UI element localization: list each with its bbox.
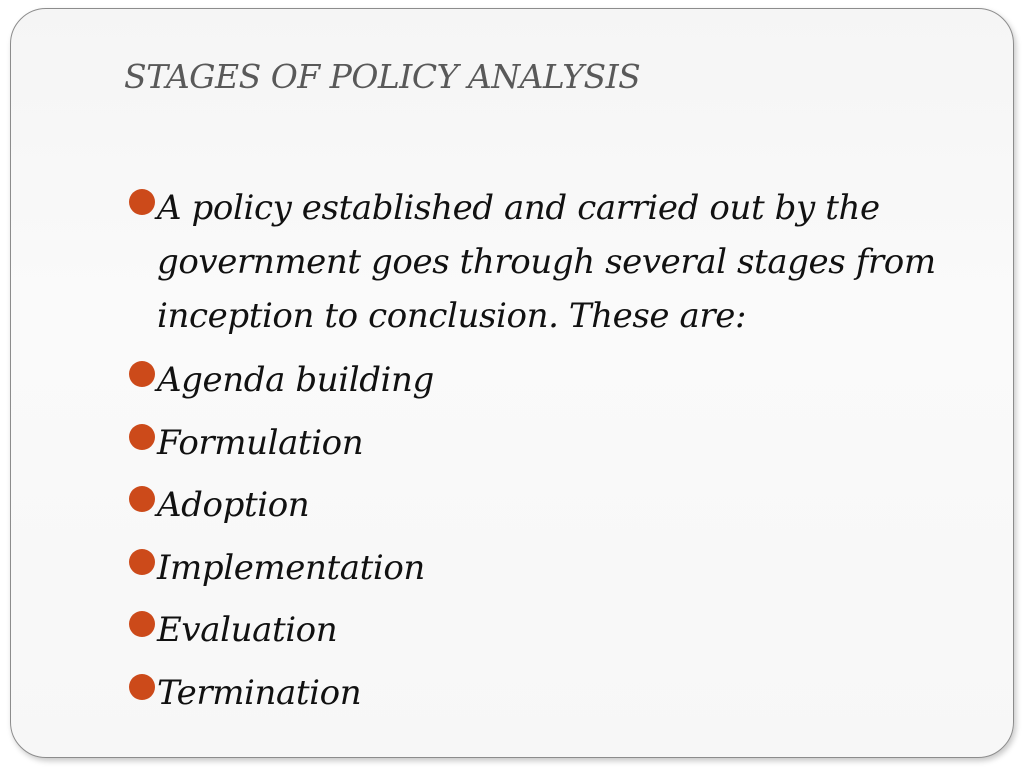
slide-frame xyxy=(10,8,1014,758)
stage-label: Implementation xyxy=(157,547,425,588)
bullet-list xyxy=(129,181,949,728)
list-item xyxy=(129,666,949,729)
stage-label: Evaluation xyxy=(157,610,338,650)
stage-label: Adoption xyxy=(157,485,310,525)
bullet-dot-icon xyxy=(129,674,155,700)
intro-text: A policy established and carried out by the government goes through several stages from inception to conclusion. These are: xyxy=(157,188,936,336)
bullet-dot-icon xyxy=(129,189,155,215)
bullet-dot-icon xyxy=(129,611,155,637)
bullet-dot-icon xyxy=(129,361,155,387)
slide-title: STAGES OF POLICY ANALYSIS xyxy=(124,57,641,96)
list-item xyxy=(129,353,949,416)
stage-label: Agenda building xyxy=(157,360,434,400)
stage-label: Termination xyxy=(157,672,362,713)
bullet-dot-icon xyxy=(129,424,155,450)
list-item xyxy=(129,603,949,666)
list-item xyxy=(129,478,949,541)
bullet-dot-icon xyxy=(129,549,155,575)
bullet-dot-icon xyxy=(129,486,155,512)
list-item xyxy=(129,541,949,604)
list-item xyxy=(129,416,949,479)
stage-label: Formulation xyxy=(157,422,364,463)
list-item xyxy=(129,181,949,343)
